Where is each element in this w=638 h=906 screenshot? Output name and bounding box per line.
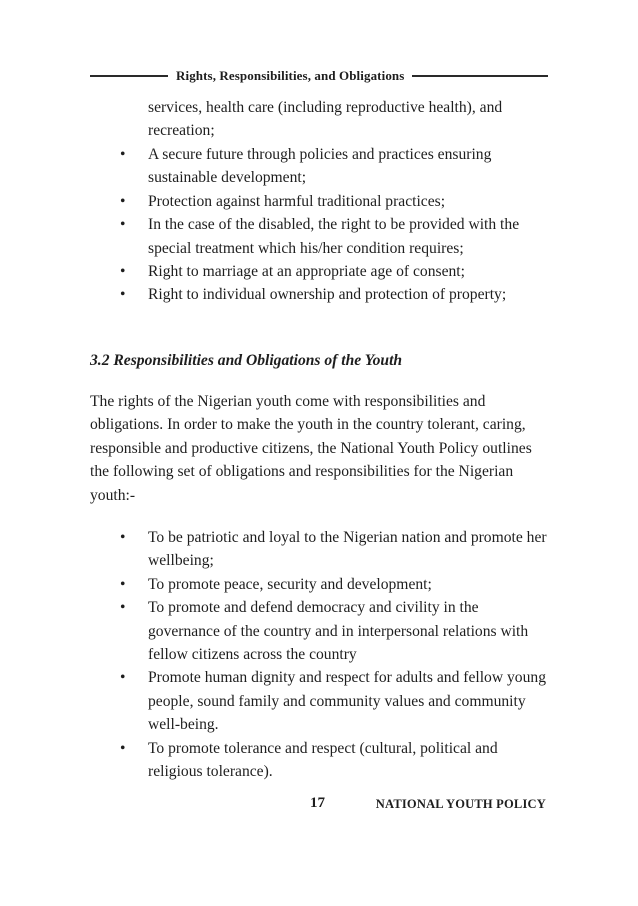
- bullet-icon: •: [120, 669, 126, 687]
- bullet-icon: •: [120, 739, 126, 757]
- list-item-text: To promote peace, security and development;: [148, 575, 432, 593]
- list-item: [90, 737, 550, 784]
- list-item: [90, 213, 550, 260]
- list-item: [90, 596, 550, 666]
- list-item: [90, 260, 550, 283]
- bullet-icon: •: [120, 286, 126, 304]
- bullet-icon: •: [120, 216, 126, 234]
- list-item: [90, 190, 550, 213]
- bullet-icon: •: [120, 192, 126, 210]
- list-item-text: In the case of the disabled, the right to be provided with the special treatment which his/her condition requires;: [148, 216, 520, 257]
- section-heading: 3.2 Responsibilities and Obligations of the Youth: [90, 352, 403, 369]
- list-item-text: To promote tolerance and respect (cultural, political and religious tolerance).: [148, 739, 498, 781]
- list-item: [90, 143, 550, 190]
- bullet-icon: •: [120, 146, 126, 163]
- bullet-icon: •: [120, 263, 126, 281]
- section-paragraph: The rights of the Nigerian youth come with responsibilities and obligations. In order to make the youth in the country tolerant, caring, responsible and productive citizens, the National Youth Policy outlines the following set of obligations and responsibilities for the Nigerian youth:-: [90, 393, 532, 504]
- list-item-text: To be patriotic and loyal to the Nigerian nation and promote her wellbeing;: [148, 529, 547, 570]
- list-item-text: A secure future through policies and practices ensuring sustainable development;: [148, 146, 492, 187]
- list-item-text: Right to individual ownership and protection of property;: [148, 286, 507, 304]
- bullet-icon: •: [120, 599, 126, 617]
- list-item: [90, 573, 550, 596]
- header-rule-left: [90, 75, 168, 77]
- publication-title: NATIONAL YOUTH POLICY: [375, 797, 546, 811]
- rights-continuation: services, health care (including reproductive health), and recreation;: [148, 99, 503, 140]
- running-header: [90, 66, 548, 86]
- header-title: Rights, Responsibilities, and Obligations: [176, 68, 405, 83]
- rights-list: [90, 143, 550, 307]
- header-rule-right: [412, 75, 548, 77]
- list-item: [90, 666, 550, 736]
- page-number: 17: [310, 795, 325, 811]
- list-item: [90, 283, 550, 306]
- page-footer: [90, 795, 550, 817]
- list-item-text: Protection against harmful traditional practices;: [148, 192, 446, 210]
- list-item: [90, 526, 550, 573]
- list-item-text: To promote and defend democracy and civility in the governance of the country and in interpersonal relations with fellow citizens across the country: [148, 599, 529, 664]
- list-item-text: Promote human dignity and respect for adults and fellow young people, sound family and community values and community well-being.: [148, 669, 546, 734]
- obligations-list: [90, 526, 550, 783]
- bullet-icon: •: [120, 529, 126, 546]
- bullet-icon: •: [120, 575, 126, 593]
- list-item-text: Right to marriage at an appropriate age of consent;: [148, 263, 465, 281]
